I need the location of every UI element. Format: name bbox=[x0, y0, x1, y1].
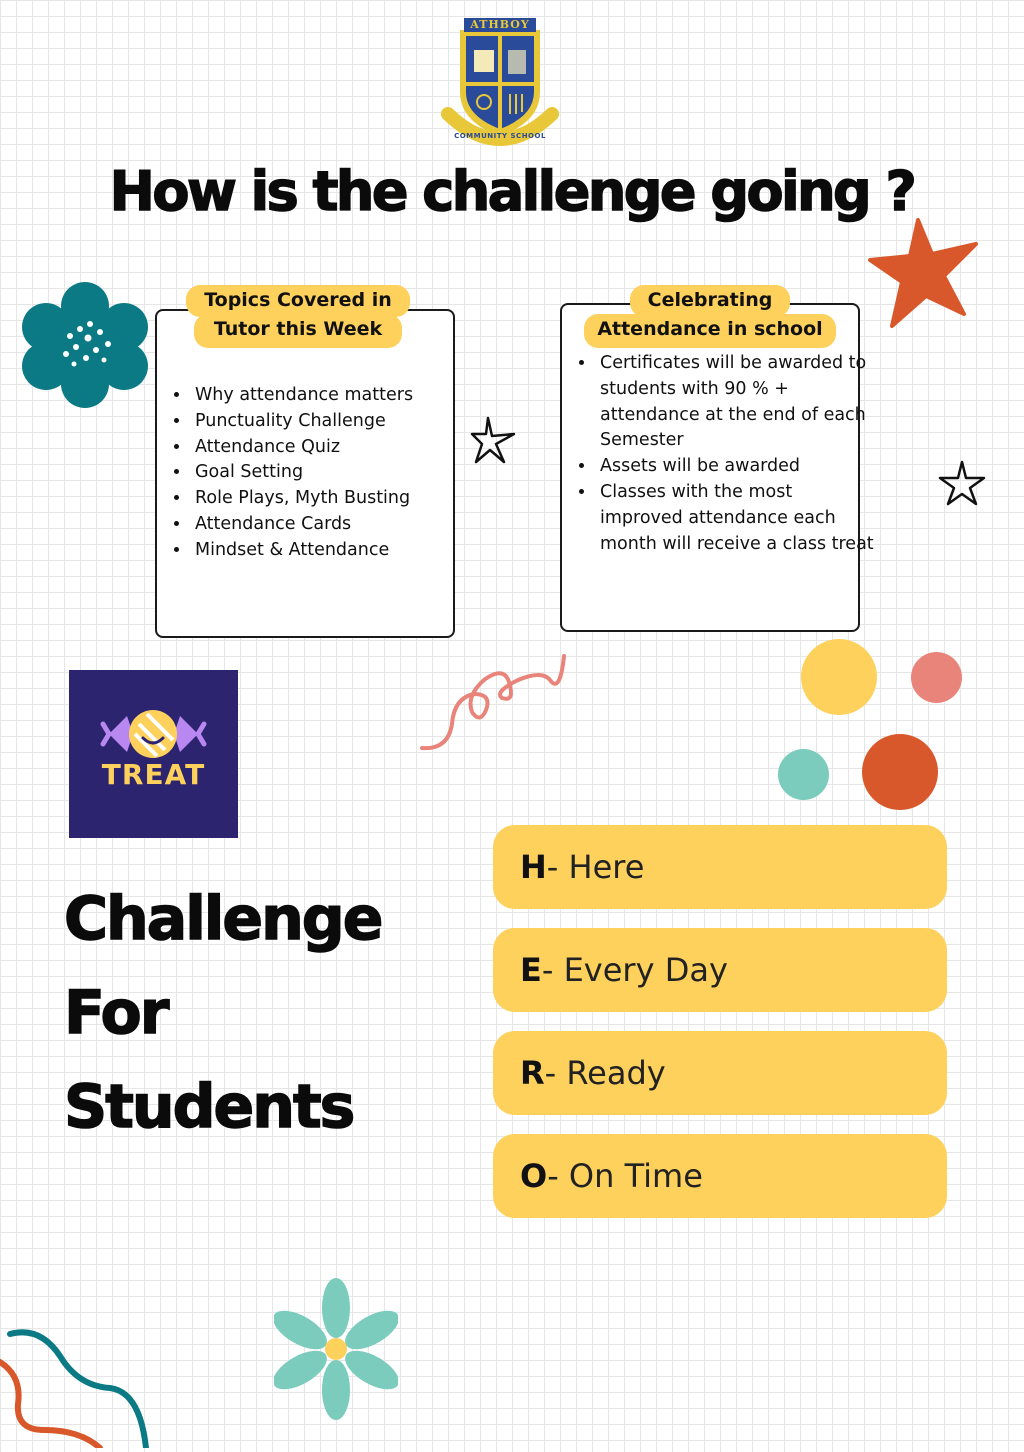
crest-top-text: ATHBOY bbox=[470, 18, 530, 31]
attendance-card-title-line2: Attendance in school bbox=[584, 314, 836, 348]
teal-flower-icon bbox=[16, 282, 154, 412]
hero-letter: E bbox=[520, 951, 542, 989]
school-crest bbox=[440, 14, 560, 154]
challenge-title-line2: For bbox=[64, 978, 168, 1048]
attendance-card bbox=[560, 303, 874, 632]
orange-dot bbox=[862, 734, 938, 810]
hero-letter: O bbox=[520, 1157, 548, 1195]
doodle-star-icon bbox=[468, 414, 518, 470]
hero-letter: R bbox=[520, 1054, 545, 1092]
treat-logo bbox=[69, 670, 238, 838]
hero-text: - Ready bbox=[544, 1054, 666, 1092]
squiggle-doodle bbox=[418, 650, 572, 758]
hero-box-e bbox=[493, 928, 947, 1012]
mint-flower-icon bbox=[274, 1278, 398, 1424]
list-item: • Goal Setting bbox=[191, 460, 473, 486]
list-item: • Attendance Cards bbox=[191, 512, 473, 538]
list-item: • Classes with the most improved attendance each month will receive a class treat bbox=[596, 480, 880, 557]
topics-card-title-line1: Topics Covered in bbox=[186, 285, 410, 317]
list-item: • Punctuality Challenge bbox=[191, 409, 473, 435]
wave-doodle bbox=[0, 1326, 160, 1452]
hero-text: - Every Day bbox=[541, 951, 728, 989]
doodle-star-icon bbox=[936, 458, 988, 512]
hero-letter: H bbox=[520, 848, 547, 886]
challenge-title-line1: Challenge bbox=[64, 884, 382, 954]
mint-dot bbox=[778, 749, 829, 800]
topics-list bbox=[169, 383, 473, 564]
list-item: • Why attendance matters bbox=[191, 383, 473, 409]
list-item: • Role Plays, Myth Busting bbox=[191, 486, 473, 512]
treat-logo-text: TREAT bbox=[101, 758, 206, 791]
hero-text: - On Time bbox=[547, 1157, 703, 1195]
hero-box-h bbox=[493, 825, 947, 909]
list-item: • Assets will be awarded bbox=[596, 454, 880, 480]
page-heading: How is the challenge going ? bbox=[109, 160, 915, 223]
yellow-dot bbox=[801, 639, 877, 715]
topics-card bbox=[155, 309, 455, 638]
attendance-list bbox=[574, 351, 880, 557]
hero-box-o bbox=[493, 1134, 947, 1218]
list-item: • Certificates will be awarded to students with 90 % + attendance at the end of each Semester bbox=[596, 351, 880, 454]
crest-bottom-text: COMMUNITY SCHOOL bbox=[454, 132, 546, 140]
list-item: • Mindset & Attendance bbox=[191, 538, 473, 564]
hero-text: - Here bbox=[546, 848, 645, 886]
orange-star-icon bbox=[866, 216, 982, 336]
challenge-title-line3: Students bbox=[64, 1072, 354, 1142]
list-item: • Attendance Quiz bbox=[191, 435, 473, 461]
hero-box-r bbox=[493, 1031, 947, 1115]
attendance-card-title-line1: Celebrating bbox=[630, 285, 790, 317]
salmon-dot bbox=[911, 652, 962, 703]
topics-card-title-line2: Tutor this Week bbox=[194, 314, 402, 348]
